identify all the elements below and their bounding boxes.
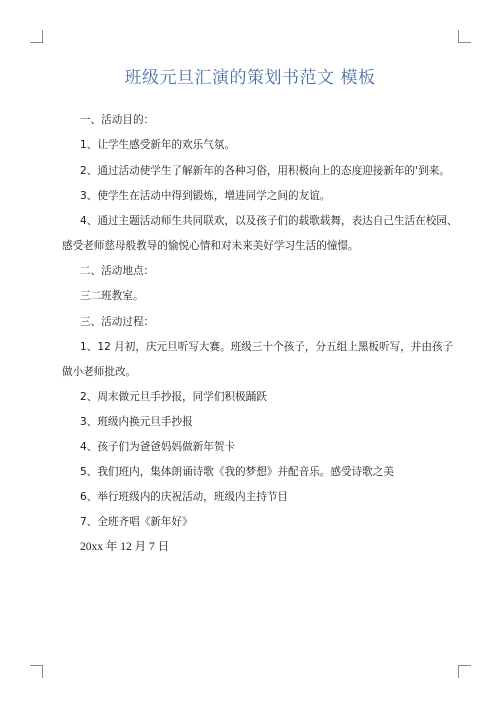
crop-mark-bottom-right (458, 665, 471, 678)
paragraph-location: 三二班教室。 (80, 290, 144, 302)
paragraph-purpose-4-continued: 感受老师慈母般教导的愉悦心情和对未来美好学习生活的憧憬。 (62, 240, 359, 252)
document-date: 20xx 年 12 月 7 日 (80, 541, 170, 553)
paragraph-process-3: 3、班级内换元旦手抄报 (80, 416, 193, 428)
paragraph-process-2: 2、周末做元旦手抄报，同学们积极踊跃 (80, 391, 267, 403)
paragraph-process-7: 7、全班齐唱《新年好》 (80, 516, 193, 528)
section-heading-purpose: 一、活动目的： (80, 114, 155, 126)
crop-mark-top-right (458, 30, 471, 43)
section-heading-location: 二、活动地点： (80, 265, 155, 277)
crop-mark-top-left (30, 30, 43, 43)
section-heading-process: 三、活动过程： (80, 316, 155, 328)
paragraph-process-1: 1、12 月初，庆元旦听写大赛。班级三十个孩子，分五组上黑板听写，并由孩子 (80, 341, 454, 353)
document-title: 班级元旦汇演的策划书范文 模板 (124, 68, 376, 88)
paragraph-purpose-3: 3、使学生在活动中得到锻炼，增进同学之间的友谊。 (80, 190, 331, 202)
paragraph-purpose-1: 1、让学生感受新年的欢乐气氛。 (80, 139, 236, 151)
paragraph-process-4: 4、孩子们为爸爸妈妈做新年贺卡 (80, 441, 236, 453)
paragraph-process-1-continued: 做小老师批改。 (62, 366, 137, 378)
paragraph-purpose-2: 2、通过活动使学生了解新年的各种习俗，用积极向上的态度迎接新年的'到来。 (80, 165, 450, 177)
paragraph-process-6: 6、举行班级内的庆祝活动，班级内主持节目 (80, 491, 289, 503)
paragraph-process-5: 5、我们班内，集体朗诵诗歌《我的梦想》并配音乐。感受诗歌之美 (80, 466, 394, 478)
paragraph-purpose-4: 4、通过主题活动师生共同联欢，以及孩子们的载歌载舞，表达自己生活在校园、 (80, 215, 458, 227)
crop-mark-bottom-left (30, 665, 43, 678)
